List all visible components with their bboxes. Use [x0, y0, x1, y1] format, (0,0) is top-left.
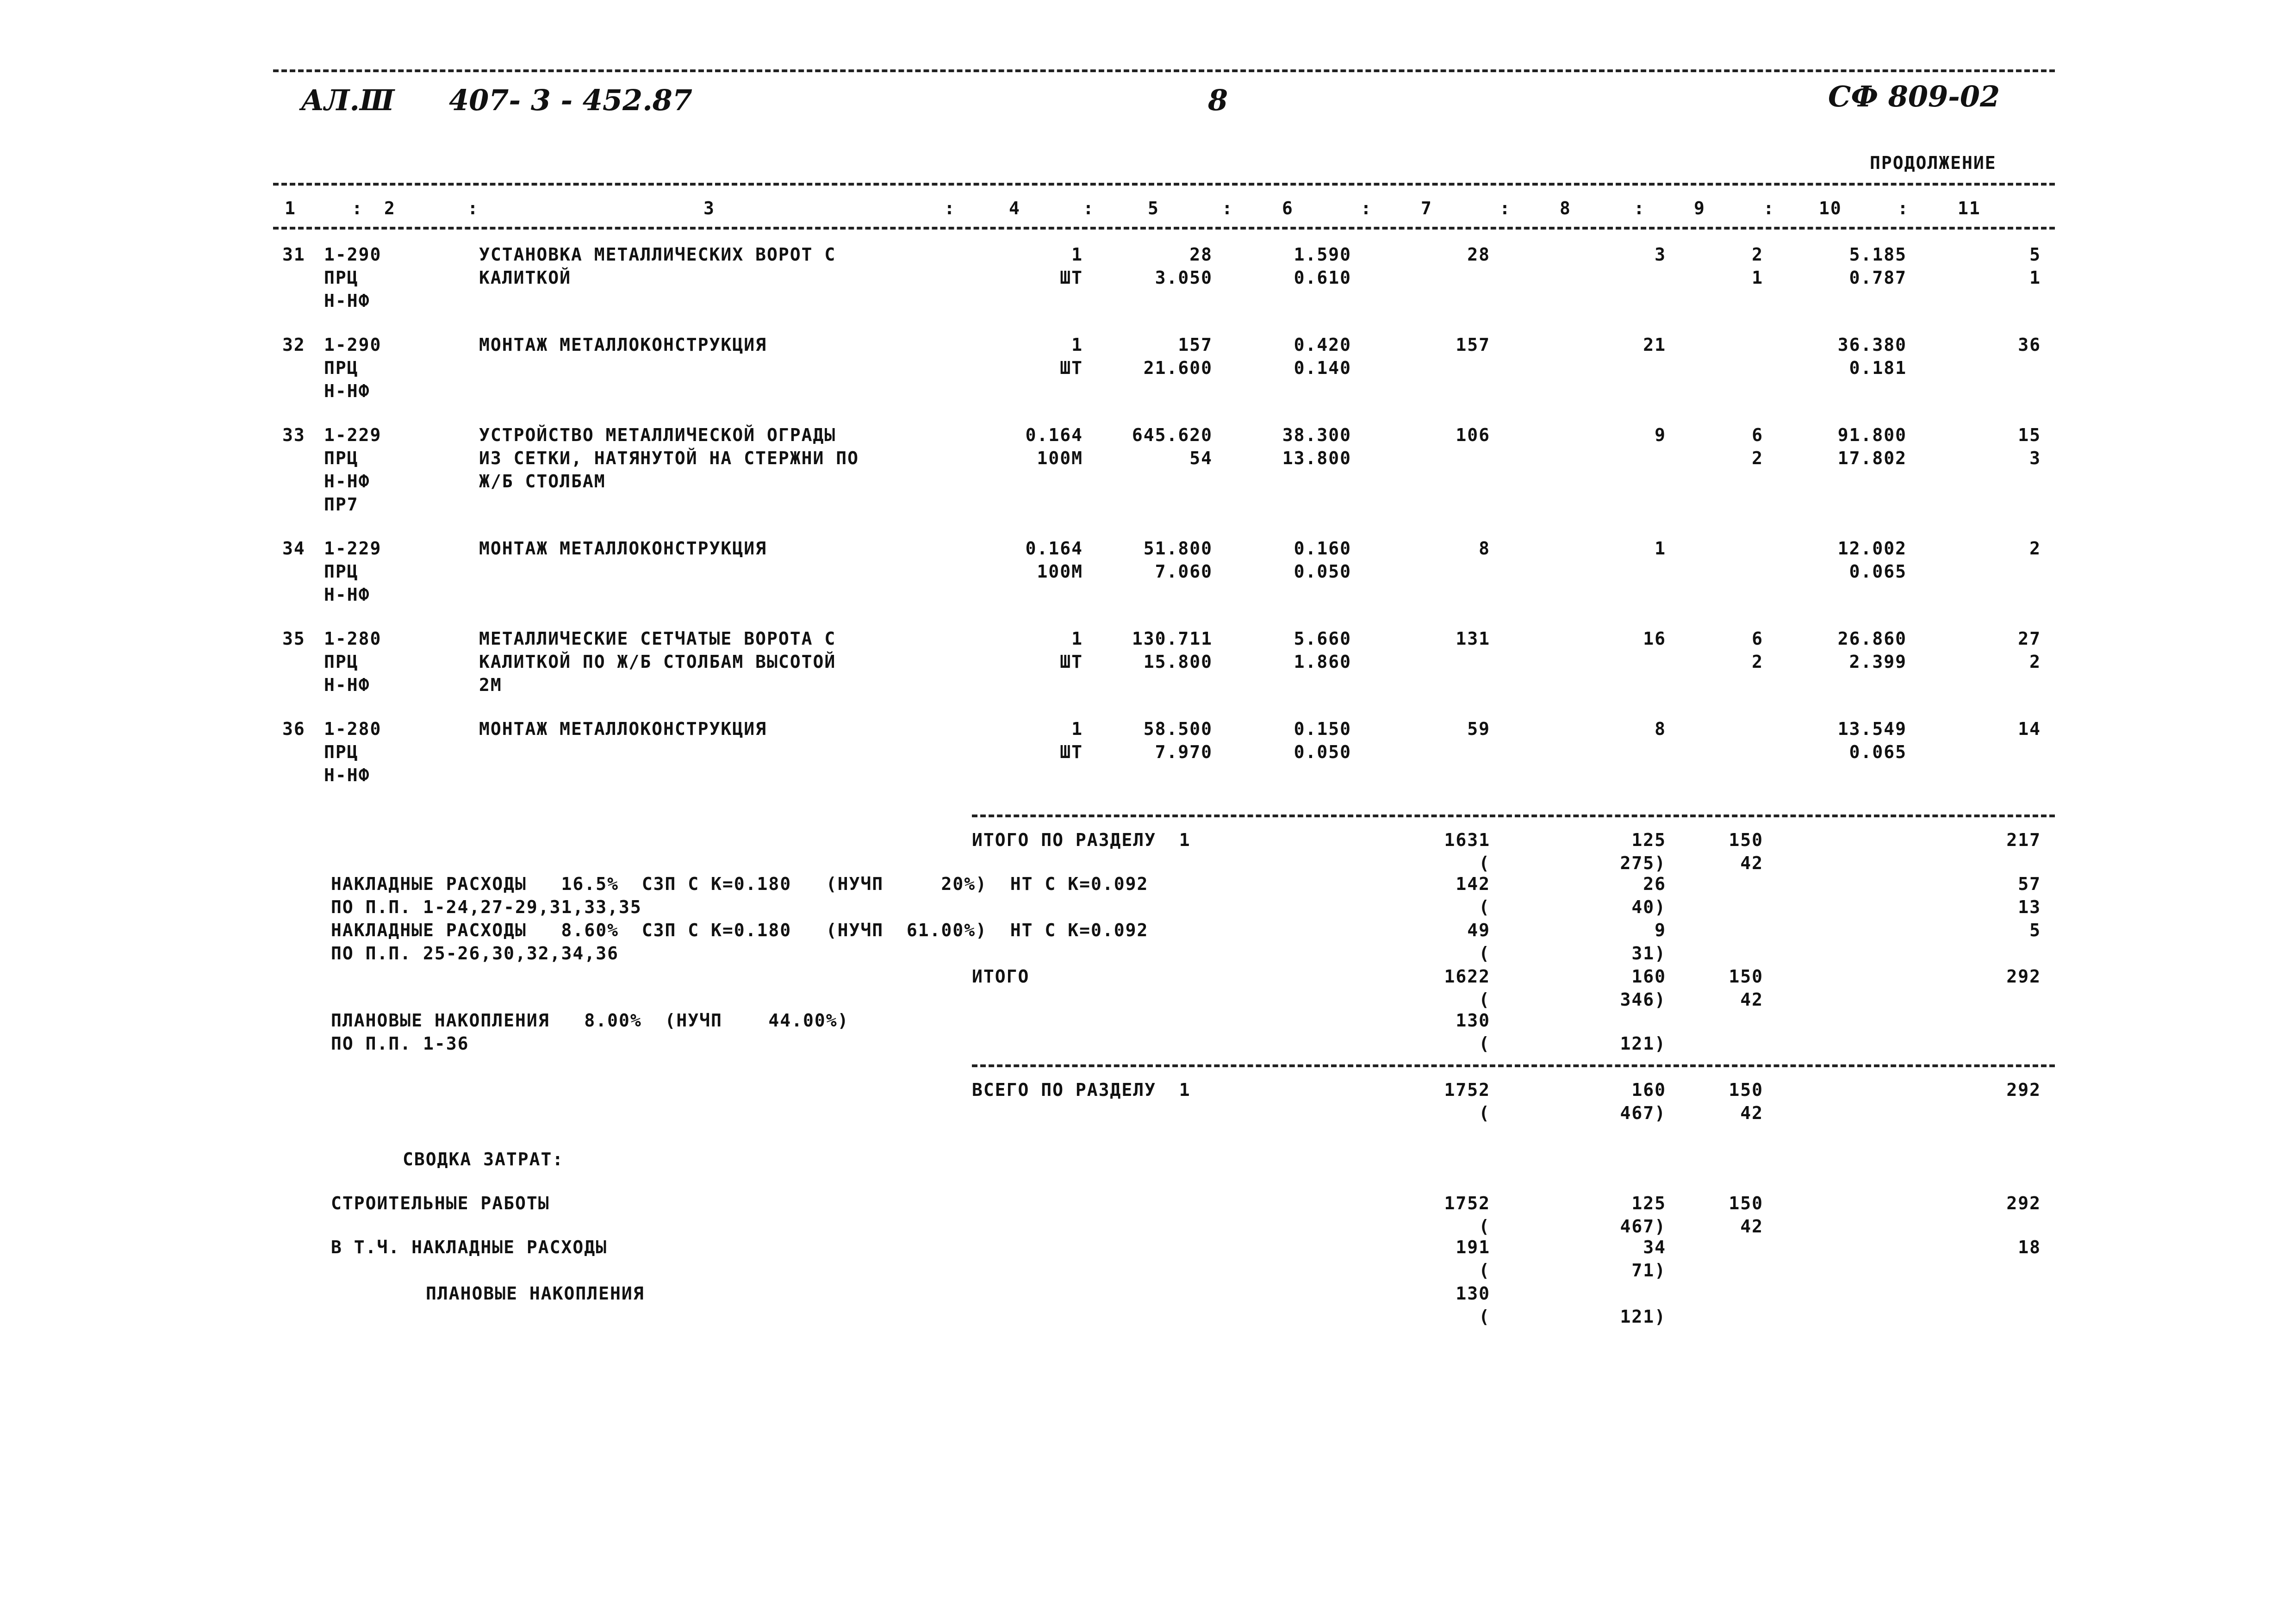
- item-c6: 1.590: [1294, 244, 1351, 265]
- column-separator: :: [944, 198, 956, 218]
- item-c4: 0.164: [1025, 538, 1083, 559]
- column-number: 7: [1421, 198, 1432, 218]
- column-number: 3: [703, 198, 715, 218]
- column-number: 4: [1009, 198, 1020, 218]
- item-c7: 106: [1456, 425, 1490, 445]
- column-separator: :: [1222, 198, 1233, 218]
- item-c5: 7.060: [1155, 561, 1213, 582]
- itogo-label: ИТОГО: [972, 966, 1030, 987]
- item-c10: 5.185: [1849, 244, 1907, 265]
- section-total-c8: 275): [1620, 853, 1666, 873]
- planned-savings-c8: 121): [1620, 1033, 1666, 1054]
- item-name: МОНТАЖ МЕТАЛЛОКОНСТРУКЦИЯ: [479, 719, 767, 739]
- column-number: 6: [1282, 198, 1294, 218]
- summary-construction-c8: 467): [1620, 1216, 1666, 1237]
- summary-overhead-c7: (: [1479, 1260, 1490, 1281]
- item-c5: 58.500: [1143, 719, 1213, 739]
- item-c10: 0.787: [1849, 267, 1907, 288]
- column-separator: :: [1634, 198, 1645, 218]
- item-c8: 1: [1655, 538, 1666, 559]
- overhead-1-items: ПО П.П. 1-24,27-29,31,33,35: [331, 897, 642, 917]
- item-name: МОНТАЖ МЕТАЛЛОКОНСТРУКЦИЯ: [479, 538, 767, 559]
- item-c7: 59: [1467, 719, 1490, 739]
- planned-savings-label: ПЛАНОВЫЕ НАКОПЛЕНИЯ 8.00% (НУЧП 44.00%): [331, 1010, 849, 1031]
- grand-total-c9: 150: [1729, 1080, 1763, 1100]
- overhead-1-c11: 57: [2018, 874, 2041, 894]
- item-code: ПРЦ: [324, 652, 359, 672]
- item-c8: 21: [1643, 335, 1666, 355]
- item-c5: 51.800: [1143, 538, 1213, 559]
- summary-construction-c11: 292: [2006, 1193, 2041, 1213]
- totals-rule: [972, 815, 2055, 817]
- summary-overhead-c8: 71): [1631, 1260, 1666, 1281]
- overhead-2-c8: 9: [1655, 920, 1666, 940]
- section-total-c9: 150: [1729, 830, 1763, 850]
- itogo-c7: (: [1479, 989, 1490, 1010]
- column-number: 2: [384, 198, 396, 218]
- summary-overhead-c11: 18: [2018, 1237, 2041, 1257]
- item-c6: 0.150: [1294, 719, 1351, 739]
- item-c9: 1: [1752, 267, 1763, 288]
- item-code: 1-229: [324, 425, 382, 445]
- overhead-2-c11: 5: [2029, 920, 2041, 940]
- item-number: 33: [282, 425, 305, 445]
- overhead-2-c7: 49: [1467, 920, 1490, 940]
- item-c10: 91.800: [1837, 425, 1907, 445]
- column-number: 5: [1148, 198, 1159, 218]
- item-c8: 3: [1655, 244, 1666, 265]
- overhead-1-c8: 40): [1631, 897, 1666, 917]
- summary-construction-c8: 125: [1631, 1193, 1666, 1213]
- item-c6: 1.860: [1294, 652, 1351, 672]
- item-c10: 13.549: [1837, 719, 1907, 739]
- item-c7: 28: [1467, 244, 1490, 265]
- column-number: 11: [1958, 198, 1981, 218]
- item-code: ПРЦ: [324, 742, 359, 762]
- item-name: МОНТАЖ МЕТАЛЛОКОНСТРУКЦИЯ: [479, 335, 767, 355]
- item-c11: 36: [2018, 335, 2041, 355]
- item-name: КАЛИТКОЙ ПО Ж/Б СТОЛБАМ ВЫСОТОЙ: [479, 652, 836, 672]
- summary-title: СВОДКА ЗАТРАТ:: [403, 1149, 564, 1169]
- item-c4: 100М: [1037, 448, 1083, 468]
- header-rule-top: [273, 183, 2055, 186]
- item-c4: ШТ: [1060, 742, 1083, 762]
- summary-construction-c7: (: [1479, 1216, 1490, 1237]
- item-c10: 0.065: [1849, 742, 1907, 762]
- item-c10: 12.002: [1837, 538, 1907, 559]
- overhead-1-c11: 13: [2018, 897, 2041, 917]
- item-c6: 0.160: [1294, 538, 1351, 559]
- item-c7: 157: [1456, 335, 1490, 355]
- continuation-label: ПРОДОЛЖЕНИЕ: [1870, 153, 1997, 173]
- item-code: Н-НФ: [324, 585, 370, 605]
- item-c5: 7.970: [1155, 742, 1213, 762]
- item-c9: 2: [1752, 448, 1763, 468]
- item-c5: 645.620: [1132, 425, 1213, 445]
- item-c6: 38.300: [1282, 425, 1351, 445]
- item-code: ПРЦ: [324, 267, 359, 288]
- summary-overhead-c8: 34: [1643, 1237, 1666, 1257]
- summary-construction-c7: 1752: [1444, 1193, 1490, 1213]
- item-c4: 1: [1071, 335, 1083, 355]
- item-c10: 0.065: [1849, 561, 1907, 582]
- item-c5: 130.711: [1132, 628, 1213, 649]
- item-c5: 3.050: [1155, 267, 1213, 288]
- item-c11: 3: [2029, 448, 2041, 468]
- column-number: 8: [1560, 198, 1571, 218]
- item-code: 1-280: [324, 719, 382, 739]
- item-c5: 157: [1178, 335, 1213, 355]
- item-c11: 14: [2018, 719, 2041, 739]
- item-code: Н-НФ: [324, 291, 370, 311]
- item-code: 1-290: [324, 335, 382, 355]
- item-c4: 1: [1071, 719, 1083, 739]
- item-c5: 21.600: [1143, 358, 1213, 378]
- item-code: Н-НФ: [324, 381, 370, 401]
- item-c9: 2: [1752, 652, 1763, 672]
- item-c4: ШТ: [1060, 358, 1083, 378]
- item-c4: 0.164: [1025, 425, 1083, 445]
- item-c10: 36.380: [1837, 335, 1907, 355]
- section-total-c7: (: [1479, 853, 1490, 873]
- item-c10: 0.181: [1849, 358, 1907, 378]
- column-separator: :: [1083, 198, 1095, 218]
- column-separator: :: [1763, 198, 1775, 218]
- summary-construction-label: СТРОИТЕЛЬНЫЕ РАБОТЫ: [331, 1193, 550, 1213]
- item-c4: 100М: [1037, 561, 1083, 582]
- item-c8: 8: [1655, 719, 1666, 739]
- summary-planned-c7: 130: [1456, 1283, 1490, 1304]
- item-c6: 0.050: [1294, 742, 1351, 762]
- item-c11: 2: [2029, 538, 2041, 559]
- grand-total-rule: [972, 1064, 2055, 1067]
- planned-savings-items: ПО П.П. 1-36: [331, 1033, 469, 1054]
- itogo-c9: 150: [1729, 966, 1763, 987]
- overhead-1-c7: (: [1479, 897, 1490, 917]
- summary-construction-c9: 150: [1729, 1193, 1763, 1213]
- grand-total-c7: (: [1479, 1103, 1490, 1123]
- item-c6: 0.610: [1294, 267, 1351, 288]
- itogo-c8: 346): [1620, 989, 1666, 1010]
- item-code: ПРЦ: [324, 358, 359, 378]
- item-code: 1-290: [324, 244, 382, 265]
- planned-savings-c7: 130: [1456, 1010, 1490, 1031]
- item-name: УСТРОЙСТВО МЕТАЛЛИЧЕСКОЙ ОГРАДЫ: [479, 425, 836, 445]
- item-code: Н-НФ: [324, 765, 370, 785]
- summary-planned-c8: 121): [1620, 1306, 1666, 1327]
- item-c4: 1: [1071, 628, 1083, 649]
- item-c8: 16: [1643, 628, 1666, 649]
- item-code: ПРЦ: [324, 561, 359, 582]
- item-number: 34: [282, 538, 305, 559]
- column-number: 10: [1819, 198, 1842, 218]
- item-c7: 8: [1479, 538, 1490, 559]
- item-c6: 13.800: [1282, 448, 1351, 468]
- overhead-2-c8: 31): [1631, 943, 1666, 964]
- column-separator: :: [1500, 198, 1511, 218]
- summary-planned-c7: (: [1479, 1306, 1490, 1327]
- page-number: 8: [1208, 83, 1228, 117]
- item-name: КАЛИТКОЙ: [479, 267, 572, 288]
- column-number: 9: [1694, 198, 1705, 218]
- overhead-1-c7: 142: [1456, 874, 1490, 894]
- document-number: 407- 3 - 452.87: [449, 83, 693, 117]
- column-separator: :: [1361, 198, 1372, 218]
- item-c11: 2: [2029, 652, 2041, 672]
- grand-total-label: ВСЕГО ПО РАЗДЕЛУ 1: [972, 1080, 1191, 1100]
- item-c6: 5.660: [1294, 628, 1351, 649]
- itogo-c11: 292: [2006, 966, 2041, 987]
- summary-overhead-label: В Т.Ч. НАКЛАДНЫЕ РАСХОДЫ: [331, 1237, 608, 1257]
- summary-overhead-c7: 191: [1456, 1237, 1490, 1257]
- item-c7: 131: [1456, 628, 1490, 649]
- item-name: УСТАНОВКА МЕТАЛЛИЧЕСКИХ ВОРОТ С: [479, 244, 836, 265]
- item-code: Н-НФ: [324, 675, 370, 695]
- item-code: Н-НФ: [324, 471, 370, 491]
- column-separator: :: [467, 198, 479, 218]
- summary-planned-label: ПЛАНОВЫЕ НАКОПЛЕНИЯ: [426, 1283, 645, 1304]
- itogo-c8: 160: [1631, 966, 1666, 987]
- item-name: ИЗ СЕТКИ, НАТЯНУТОЙ НА СТЕРЖНИ ПО: [479, 448, 859, 468]
- column-number: 1: [285, 198, 296, 218]
- item-c10: 26.860: [1837, 628, 1907, 649]
- overhead-2-items: ПО П.П. 25-26,30,32,34,36: [331, 943, 619, 964]
- item-c4: ШТ: [1060, 267, 1083, 288]
- item-number: 31: [282, 244, 305, 265]
- item-number: 36: [282, 719, 305, 739]
- sheet-code: СФ 809-02: [1828, 80, 2000, 113]
- item-name: МЕТАЛЛИЧЕСКИЕ СЕТЧАТЫЕ ВОРОТА С: [479, 628, 836, 649]
- itogo-c7: 1622: [1444, 966, 1490, 987]
- column-separator: :: [1898, 198, 1909, 218]
- item-number: 32: [282, 335, 305, 355]
- item-name: 2М: [479, 675, 502, 695]
- overhead-2-c7: (: [1479, 943, 1490, 964]
- section-total-c8: 125: [1631, 830, 1666, 850]
- overhead-2-label: НАКЛАДНЫЕ РАСХОДЫ 8.60% СЗП С К=0.180 (НУЧП 61.00%) НТ С К=0.092: [331, 920, 1149, 940]
- grand-total-c9: 42: [1740, 1103, 1763, 1123]
- item-number: 35: [282, 628, 305, 649]
- item-c6: 0.140: [1294, 358, 1351, 378]
- item-code: 1-229: [324, 538, 382, 559]
- section-total-c9: 42: [1740, 853, 1763, 873]
- summary-construction-c9: 42: [1740, 1216, 1763, 1237]
- item-code: ПРЦ: [324, 448, 359, 468]
- item-c8: 9: [1655, 425, 1666, 445]
- item-c5: 15.800: [1143, 652, 1213, 672]
- grand-total-c7: 1752: [1444, 1080, 1490, 1100]
- item-code: ПР7: [324, 494, 359, 515]
- overhead-1-label: НАКЛАДНЫЕ РАСХОДЫ 16.5% СЗП С К=0.180 (НУЧП 20%) НТ С К=0.092: [331, 874, 1149, 894]
- header-rule-bottom: [273, 227, 2055, 230]
- item-c11: 15: [2018, 425, 2041, 445]
- item-c11: 27: [2018, 628, 2041, 649]
- overhead-1-c8: 26: [1643, 874, 1666, 894]
- item-c10: 17.802: [1837, 448, 1907, 468]
- column-separator: :: [352, 198, 363, 218]
- planned-savings-c7: (: [1479, 1033, 1490, 1054]
- item-c6: 0.050: [1294, 561, 1351, 582]
- item-c4: ШТ: [1060, 652, 1083, 672]
- grand-total-c8: 467): [1620, 1103, 1666, 1123]
- grand-total-c11: 292: [2006, 1080, 2041, 1100]
- item-c5: 54: [1189, 448, 1213, 468]
- item-c11: 1: [2029, 267, 2041, 288]
- item-c10: 2.399: [1849, 652, 1907, 672]
- item-code: 1-280: [324, 628, 382, 649]
- item-c4: 1: [1071, 244, 1083, 265]
- item-name: Ж/Б СТОЛБАМ: [479, 471, 606, 491]
- top-rule: [273, 69, 2055, 72]
- section-total-label: ИТОГО ПО РАЗДЕЛУ 1: [972, 830, 1191, 850]
- grand-total-c8: 160: [1631, 1080, 1666, 1100]
- item-c9: 6: [1752, 628, 1763, 649]
- section-total-c11: 217: [2006, 830, 2041, 850]
- itogo-c9: 42: [1740, 989, 1763, 1010]
- item-c9: 6: [1752, 425, 1763, 445]
- section-total-c7: 1631: [1444, 830, 1490, 850]
- item-c5: 28: [1189, 244, 1213, 265]
- item-c9: 2: [1752, 244, 1763, 265]
- item-c11: 5: [2029, 244, 2041, 265]
- item-c6: 0.420: [1294, 335, 1351, 355]
- left-mark: АЛ.Ⅲ: [301, 83, 395, 117]
